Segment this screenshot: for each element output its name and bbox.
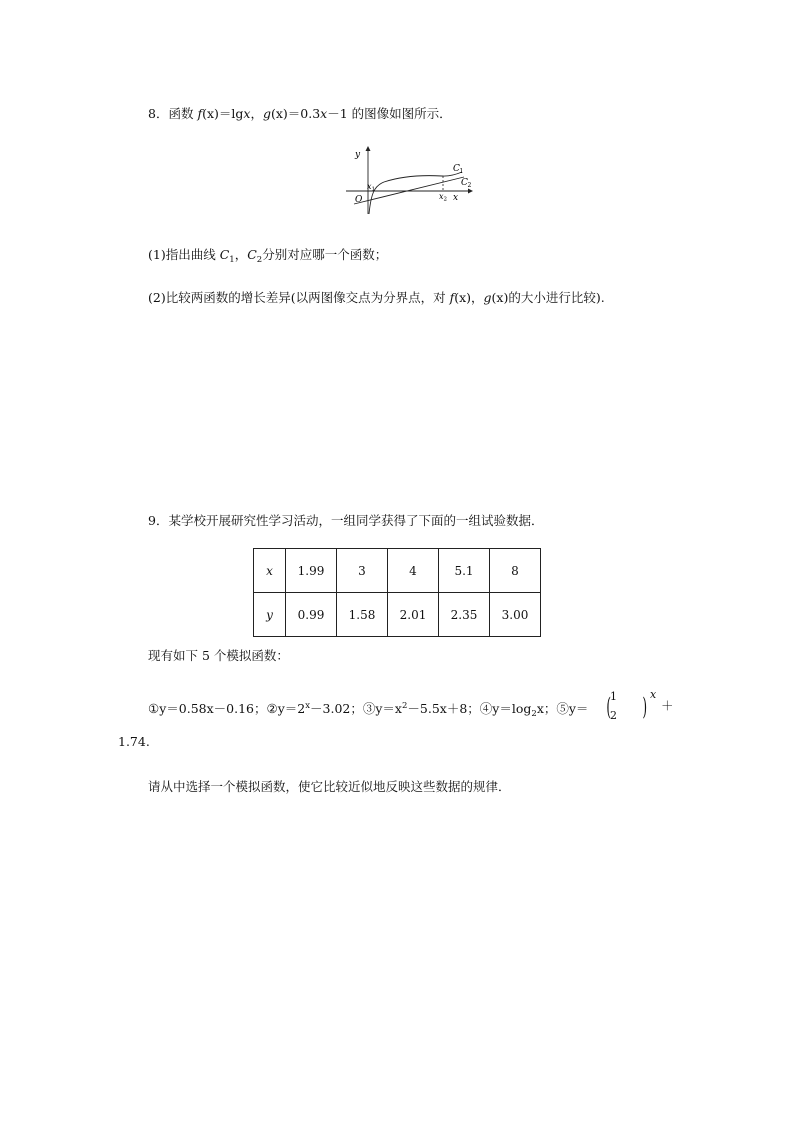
c1-label: C bbox=[453, 164, 460, 174]
table-cell: 2.35 bbox=[439, 593, 490, 637]
fraction-numerator: 1 bbox=[610, 690, 617, 703]
x1-label: x bbox=[367, 182, 372, 191]
fraction-right-paren: ) bbox=[642, 693, 648, 721]
q8-part1: (1)指出曲线 $C_1$，$C_2$分别对应哪一个函数； bbox=[148, 247, 388, 265]
table-row-y bbox=[254, 593, 541, 637]
q8-stem: 8．函数 f(x)＝lgx，g(x)＝0.3x－1 的图像如图所示． bbox=[148, 106, 452, 121]
table-cell: 5.1 bbox=[439, 549, 490, 593]
q8-part2: (2)比较两函数的增长差异(以两图像交点为分界点，对 f(x)，g(x)的大小进行比较). bbox=[148, 290, 605, 305]
function-graph-figure bbox=[340, 142, 480, 217]
x-axis-label: x bbox=[453, 193, 459, 203]
x-axis-arrow bbox=[468, 189, 473, 194]
table-cell: 4 bbox=[388, 549, 439, 593]
q9-functions: ①y＝0.58x－0.16；$②y=2^x-3.02$；$③y=x^2-5.5x+8$；$④y=\log_2x$；⑤y＝ bbox=[148, 701, 589, 719]
table-cell: 1.99 bbox=[286, 549, 337, 593]
table-cell: 8 bbox=[490, 549, 541, 593]
q9-task: 请从中选择一个模拟函数，使它比较近似地反映这些数据的规律． bbox=[148, 779, 511, 794]
table-cell: 0.99 bbox=[286, 593, 337, 637]
c2-label: C bbox=[461, 178, 468, 188]
table-header-y: y bbox=[254, 593, 286, 637]
table-cell: 3.00 bbox=[490, 593, 541, 637]
table-row-x bbox=[254, 549, 541, 593]
table-cell: 3 bbox=[337, 549, 388, 593]
c2-label-sub: 2 bbox=[467, 182, 472, 189]
x1-label-sub: 1 bbox=[371, 186, 375, 193]
exponent-x: x bbox=[650, 688, 657, 701]
data-table bbox=[253, 548, 541, 637]
y-axis-label: y bbox=[355, 150, 361, 160]
x2-label: x bbox=[439, 192, 444, 201]
q9-stem: 9．某学校开展研究性学习活动，一组同学获得了下面的一组试验数据． bbox=[148, 513, 544, 528]
c1-label-sub: 1 bbox=[459, 168, 464, 175]
fraction-denominator: 2 bbox=[610, 709, 617, 722]
origin-label: O bbox=[355, 195, 363, 205]
x2-label-sub: 2 bbox=[443, 196, 447, 203]
plus-sign: ＋ bbox=[661, 698, 674, 713]
table-header-x: x bbox=[254, 549, 286, 593]
table-cell: 1.58 bbox=[337, 593, 388, 637]
q9-functions-cont: 1.74. bbox=[118, 734, 150, 749]
y-axis-arrow bbox=[366, 146, 371, 151]
table-cell: 2.01 bbox=[388, 593, 439, 637]
curve-c1 bbox=[369, 172, 462, 214]
fraction-left-paren: ( bbox=[606, 693, 612, 721]
q9-intro: 现有如下 5 个模拟函数： bbox=[148, 648, 289, 663]
